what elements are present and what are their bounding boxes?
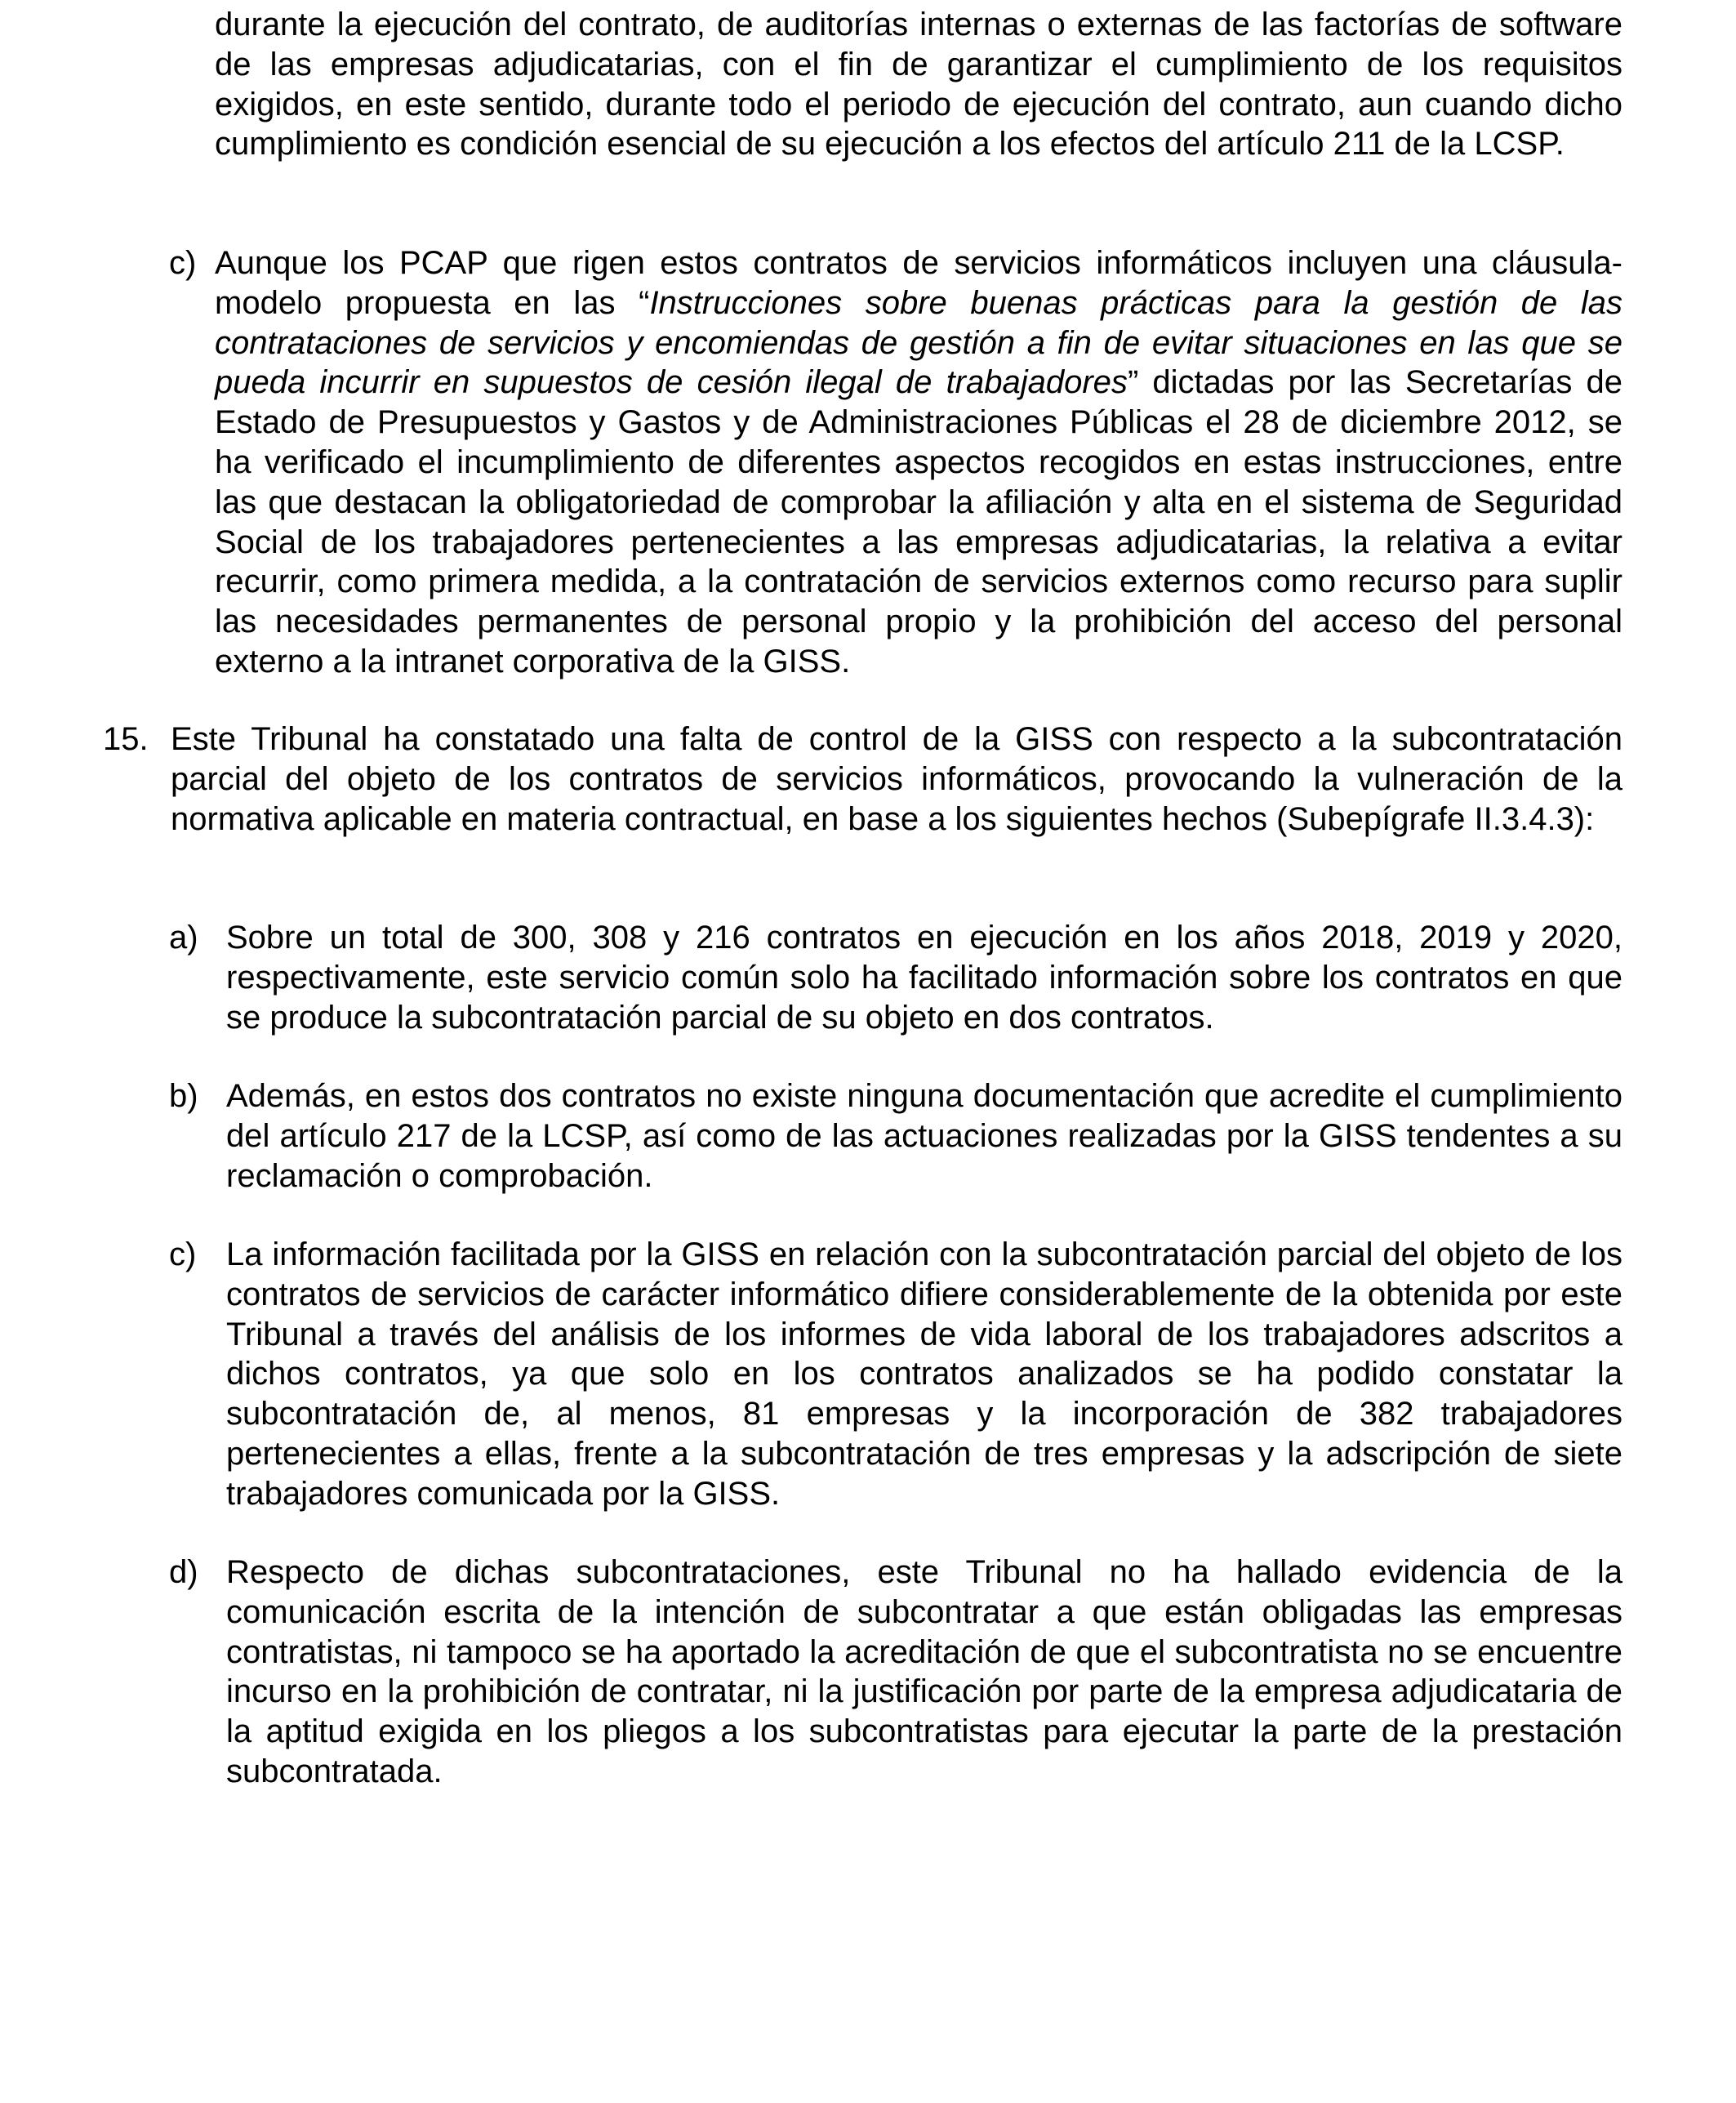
item-15c-paragraph: La información facilitada por la GISS en relación con la subcontratación parcial del objeto de los contratos de servicios de carácter informático difiere considerablemente de la obtenida por este Tribunal a través del análisis de los informes de vida laboral de los trabajadores adscritos a dichos contratos, ya que solo en los contratos analizados se ha podido constatar la subcontratación de, al menos, 81 empresas y la incorporación de 382 trabajadores pertenecientes a ellas, frente a la subcontratación de tres empresas y la adscripción de siete trabajadores comunicada por la GISS. bbox=[226, 1236, 1622, 1512]
item-15a-marker: a) bbox=[169, 920, 198, 956]
item-14c-paragraph bbox=[215, 243, 1622, 682]
item-15d-paragraph: Respecto de dichas subcontrataciones, este Tribunal no ha hallado evidencia de la comunicación escrita de la intención de subcontratar a que están obligadas las empresas contratistas, ni tampoco se ha aportado la acreditación de que el subcontratista no se encuentre incurso en la prohibición de contratar, ni la justificación por parte de la empresa adjudicataria de la aptitud exigida en los pliegos a los subcontratistas para ejecutar la parte de la prestación subcontratada. bbox=[226, 1554, 1622, 1789]
item-15-number: 15. bbox=[103, 721, 149, 757]
item-14c-text-after: ” dictadas por las Secretarías de Estado de Presupuestos y Gastos y de Administraciones Públicas el 28 de diciembre 2012, se ha verificado el incumplimiento de diferentes aspectos recogidos en estas instrucciones, entre las que destacan la obligatoriedad de comprobar la afiliación y alta en el sistema de Seguridad Social de los trabajadores pertenecientes a las empresas adjudicatarias, la relativa a evitar recurrir, como primera medida, a la contratación de servicios externos como recurso para suplir las necesidades permanentes de personal propio y la prohibición del acceso del personal externo a la intranet corporativa de la GISS. bbox=[215, 364, 1622, 679]
item-15b-marker: b) bbox=[169, 1078, 198, 1114]
item-14c-text-before: Aunque los PCAP que rigen estos contratos de servicios informáticos incluyen una cláusula-modelo propuesta en las “ bbox=[215, 245, 1622, 321]
item-14c-italic-title: Instrucciones sobre buenas prácticas para la gestión de las contrataciones de servicios y encomiendas de gestión a fin de evitar situaciones en las que se pueda incurrir en supuestos de cesión ilegal de trabajadores bbox=[215, 284, 1623, 401]
item-14c-marker: c) bbox=[169, 245, 197, 281]
continuation-paragraph: durante la ejecución del contrato, de auditorías internas o externas de las factorías de software de las empresas adjudicatarias, con el fin de garantizar el cumplimiento de los requisitos exigidos, en este sentido, durante todo el periodo de ejecución del contrato, aun cuando dicho cumplimiento es condición esencial de su ejecución a los efectos del artículo 211 de la LCSP. bbox=[215, 7, 1622, 163]
item-15b-paragraph: Además, en estos dos contratos no existe ninguna documentación que acredite el cumplimiento del artículo 217 de la LCSP, así como de las actuaciones realizadas por la GISS tendentes a su reclamación o comprobación. bbox=[226, 1078, 1622, 1194]
item-15a-paragraph: Sobre un total de 300, 308 y 216 contratos en ejecución en los años 2018, 2019 y 2020, respectivamente, este servicio común solo ha facilitado información sobre los contratos en que se produce la subcontratación parcial de su objeto en dos contratos. bbox=[226, 920, 1622, 1036]
item-15d-marker: d) bbox=[169, 1554, 198, 1590]
item-15-paragraph: Este Tribunal ha constatado una falta de control de la GISS con respecto a la subcontratación parcial del objeto de los contratos de servicios informáticos, provocando la vulneración de la normativa aplicable en materia contractual, en base a los siguientes hechos (Subepígrafe II.3.4.3): bbox=[171, 721, 1622, 837]
item-15c-marker: c) bbox=[169, 1236, 197, 1272]
